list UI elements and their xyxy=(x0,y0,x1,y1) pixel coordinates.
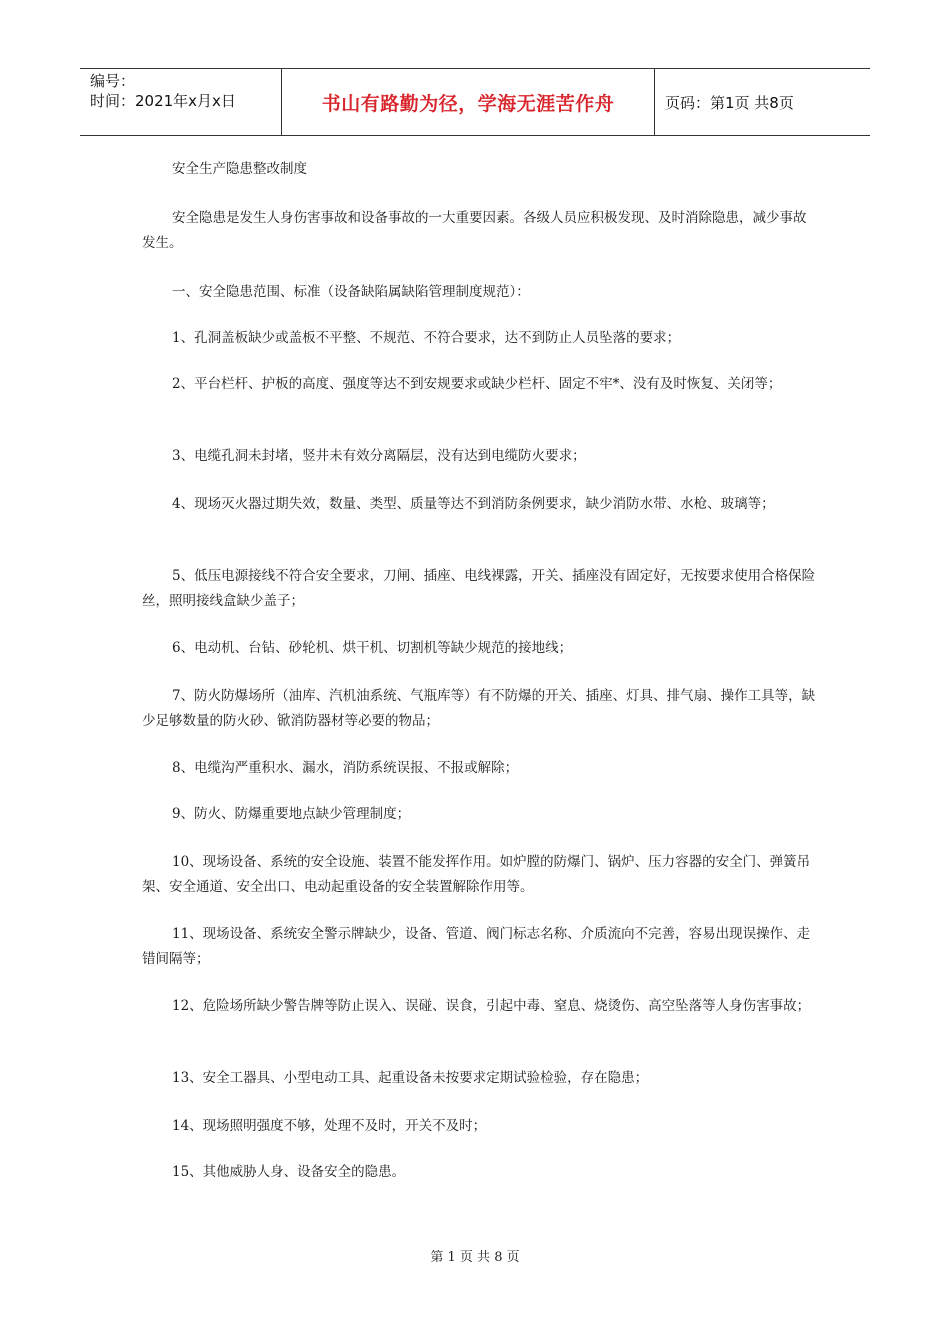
list-item: 6、电动机、台钻、砂轮机、烘干机、切割机等缺少规范的接地线； xyxy=(172,640,573,656)
list-item: 4、现场灭火器过期失效，数量、类型、质量等达不到消防条例要求，缺少消防水带、水枪、玻璃等； xyxy=(172,496,775,512)
header-meta xyxy=(80,69,282,135)
list-item: 1、孔洞盖板缺少或盖板不平整、不规范、不符合要求，达不到防止人员坠落的要求； xyxy=(172,330,681,346)
list-item: 15、其他威胁人身、设备安全的隐患。 xyxy=(172,1164,406,1180)
section-heading: 一、安全隐患范围、标准（设备缺陷属缺陷管理制度规范）： xyxy=(172,284,530,300)
list-item: 12、危险场所缺少警告牌等防止误入、误碰、误食，引起中毒、窒息、烧烫伤、高空坠落等人身伤害事故； xyxy=(172,998,811,1014)
paragraph-intro: 安全隐患是发生人身伤害事故和设备事故的一大重要因素。各级人员应积极发现、及时消除隐患，减少事故发生。 xyxy=(142,210,807,251)
document-date: 时间：2021年x月x日 xyxy=(90,92,236,110)
document-title: 安全生产隐患整改制度 xyxy=(172,161,307,177)
list-item: 7、防火防爆场所（油库、汽机油系统、气瓶库等）有不防爆的开关、插座、灯具、排气扇、操作工具等，缺少足够数量的防火砂、锨消防器材等必要的物品； xyxy=(142,688,816,729)
list-item: 9、防火、防爆重要地点缺少管理制度； xyxy=(172,806,411,822)
list-item: 11、现场设备、系统安全警示牌缺少，设备、管道、阀门标志名称、介质流向不完善，容易出现误操作、走错间隔等； xyxy=(142,926,811,967)
list-item: 13、安全工器具、小型电动工具、起重设备未按要求定期试验检验，存在隐患； xyxy=(172,1070,649,1086)
page-footer: 第 1 页 共 8 页 xyxy=(430,1250,520,1265)
list-item: 3、电缆孔洞未封堵，竖井未有效分离隔层，没有达到电缆防火要求； xyxy=(172,448,586,464)
document-number-label: 编号： xyxy=(90,72,136,90)
list-item: 5、低压电源接线不符合安全要求，刀闸、插座、电线裸露，开关、插座没有固定好，无按要求使用合格保险丝，照明接线盒缺少盖子； xyxy=(142,568,816,609)
page-header xyxy=(80,68,870,136)
list-item: 8、电缆沟严重积水、漏水，消防系统误报、不报或解除； xyxy=(172,760,519,776)
list-item: 14、现场照明强度不够，处理不及时，开关不及时； xyxy=(172,1118,487,1134)
list-item: 10、现场设备、系统的安全设施、装置不能发挥作用。如炉膛的防爆门、锅炉、压力容器的安全门、弹簧吊架、安全通道、安全出口、电动起重设备的安全装置解除作用等。 xyxy=(142,854,811,895)
list-item: 2、平台栏杆、护板的高度、强度等达不到安规要求或缺少栏杆、固定不牢*、没有及时恢复、关闭等； xyxy=(172,376,782,392)
header-page-info: 页码：第1页 共8页 xyxy=(665,93,794,112)
header-motto: 书山有路勤为径，学海无涯苦作舟 xyxy=(282,69,655,135)
